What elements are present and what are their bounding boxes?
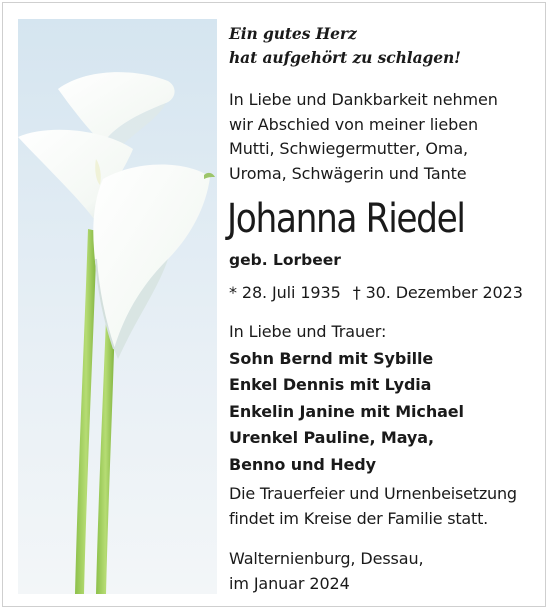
place-line: Walternienburg, Dessau, — [229, 549, 424, 568]
intro-line: Uroma, Schwägerin und Tante — [229, 163, 467, 183]
mourners-list — [229, 319, 464, 478]
intro-text — [229, 88, 498, 186]
service-line: Die Trauerfeier und Urnenbeisetzung — [229, 484, 517, 503]
service-line: findet im Kreise der Familie statt. — [229, 508, 489, 528]
mourner-line: Enkelin Janine mit Michael — [229, 401, 464, 421]
maiden-name: geb. Lorbeer — [229, 251, 341, 269]
mourner-line: Enkel Dennis mit Lydia — [229, 375, 432, 394]
intro-line: Mutti, Schwiegermutter, Oma, — [229, 139, 469, 158]
intro-line: In Liebe und Dankbarkeit nehmen — [229, 90, 498, 109]
calla-lily-icon — [18, 19, 217, 594]
mourners-heading: In Liebe und Trauer: — [229, 322, 387, 341]
place-and-date — [229, 547, 424, 596]
intro-line: wir Abschied von meiner lieben — [229, 114, 478, 134]
birth-date: * 28. Juli 1935 — [229, 283, 341, 302]
mourner-line: Benno und Hedy — [229, 454, 376, 474]
service-notice — [229, 482, 517, 531]
death-date: † 30. Dezember 2023 — [352, 283, 523, 302]
mourner-line: Sohn Bernd mit Sybille — [229, 348, 434, 368]
motto-line: hat aufgehört zu schlagen! — [229, 48, 461, 67]
motto — [229, 22, 461, 70]
calla-lily-photo — [18, 19, 217, 594]
mourner-line: Urenkel Pauline, Maya, — [229, 428, 434, 447]
life-dates — [229, 282, 523, 304]
deceased-name: Johanna Riedel — [227, 196, 465, 242]
place-line: im Januar 2024 — [229, 573, 350, 593]
motto-line: Ein gutes Herz — [229, 24, 357, 43]
